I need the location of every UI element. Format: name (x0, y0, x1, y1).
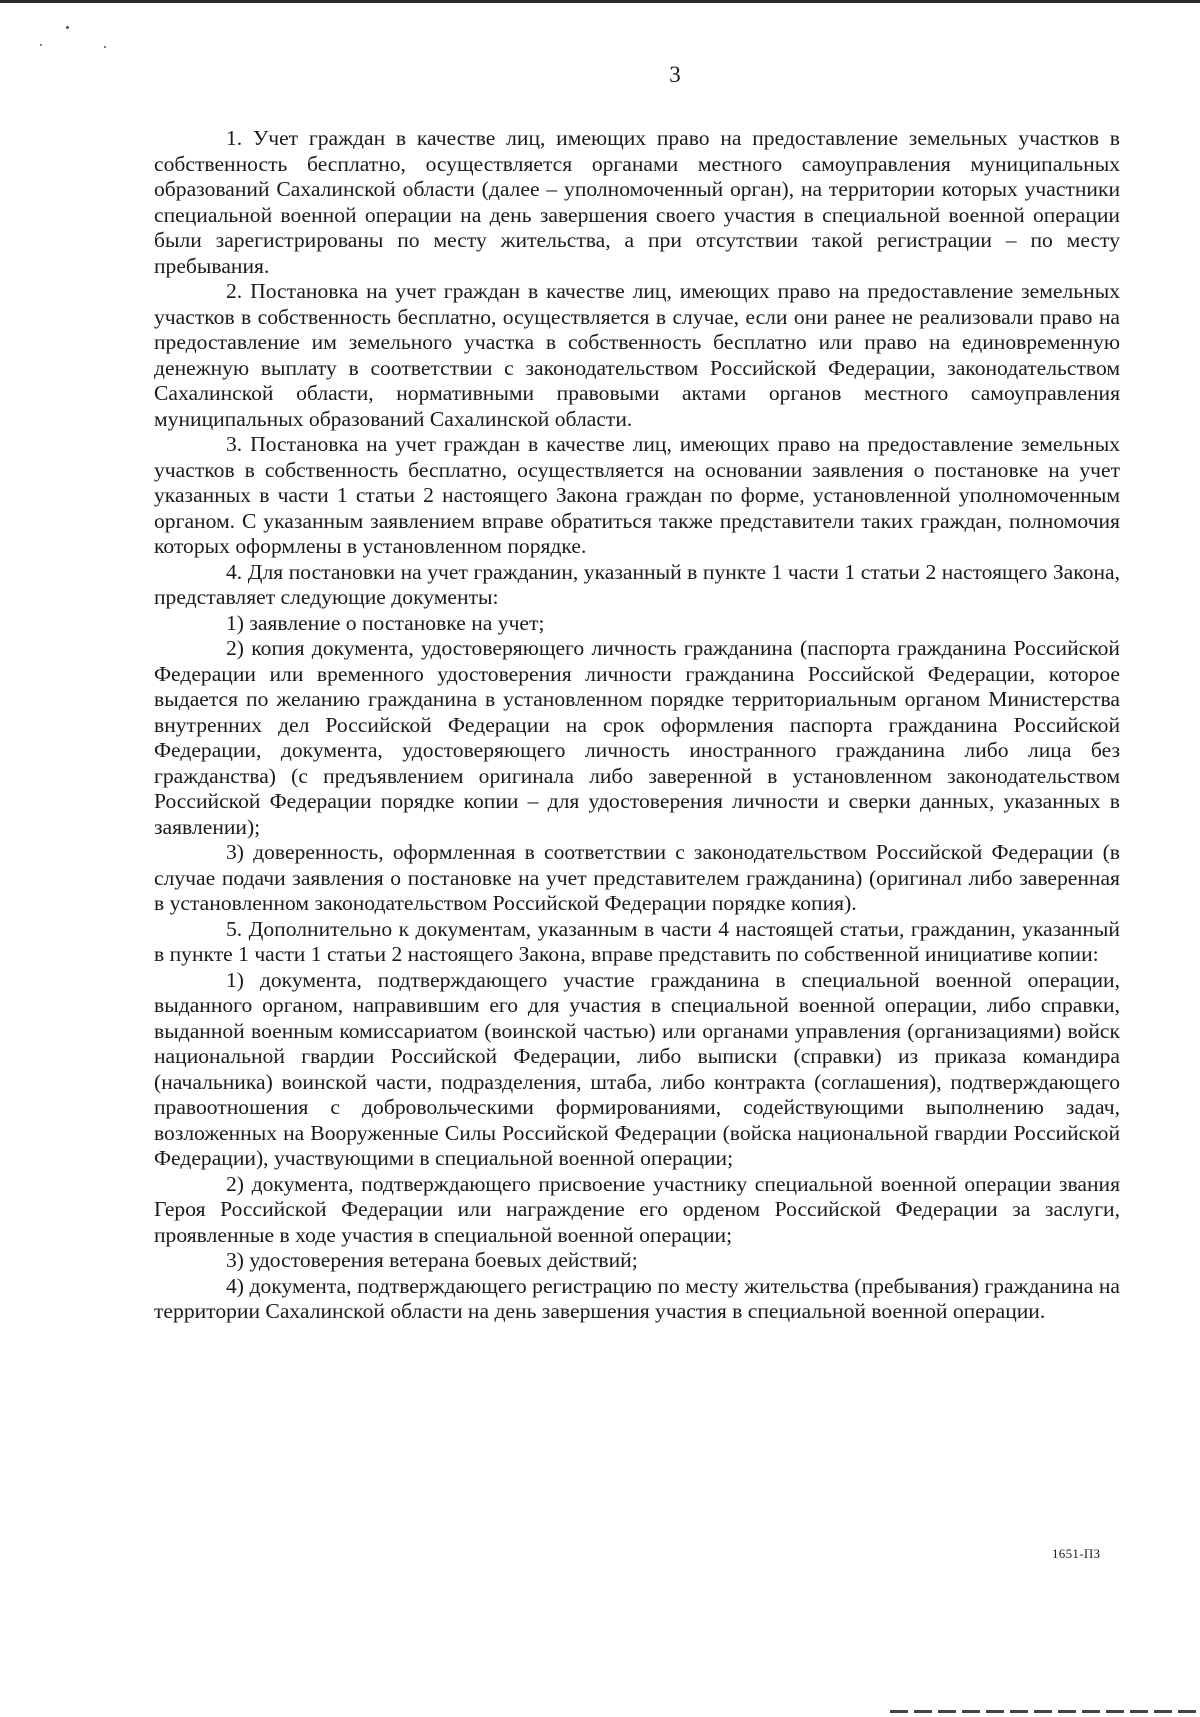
scan-bottom-edge (890, 1710, 1200, 1713)
scan-top-edge (0, 0, 1200, 3)
paragraph-2: 2. Постановка на учет граждан в качестве лиц, имеющих право на предоставление земельных участков в собственность бесплатно, осуществляется в случае, если они ранее не реализовали право на предоставление им земельного участка в собственность бесплатно или право на единовременную денежную выплату в соответствии с законодательством Российской Федерации, законодательством Сахалинской области, нормативными правовыми актами органов местного самоуправления муниципальных образований Сахалинской области. (154, 279, 1120, 431)
list-item-5-4: 4) документа, подтверждающего регистрацию по месту жительства (пребывания) гражданина на территории Сахалинской области на день завершения участия в специальной военной операции. (154, 1273, 1120, 1323)
scan-speck (40, 44, 42, 46)
document-code: 1651-ПЗ (1052, 1546, 1101, 1561)
list-item-5-2: 2) документа, подтверждающего присвоение участнику специальной военной операции звания Героя Российской Федерации или награждение его орденом Российской Федерации за заслуги, проявленные в ходе участия в специальной военной операции; (154, 1171, 1120, 1247)
list-item-4-3: 3) доверенность, оформленная в соответствии с законодательством Российской Федерации (в случае подачи заявления о постановке на учет представителем гражданина) (оригинал либо заверенная в установленном законодательством Российской Федерации порядке копия). (154, 840, 1120, 915)
scan-speck (66, 26, 69, 29)
document-body (154, 126, 1120, 1325)
list-item-4-2: 2) копия документа, удостоверяющего личность гражданина (паспорта гражданина Российской Федерации или временного удостоверения личности гражданина Российской Федерации, которое выдается по желанию гражданина в установленном порядке территориальным органом Министерства внутренних дел Российской Федерации на срок оформления паспорта гражданина Российской Федерации, документа, удостоверяющего личность иностранного гражданина либо лица без гражданства) (с предъявлением оригинала либо заверенной в установленном законодательством Российской Федерации порядке копии – для удостоверения личности и сверки данных, указанных в заявлении); (154, 636, 1120, 839)
scan-speck (104, 46, 106, 48)
paragraph-1: 1. Учет граждан в качестве лиц, имеющих право на предоставление земельных участков в собственность бесплатно, осуществляется органами местного самоуправления муниципальных образований Сахалинской области (далее – уполномоченный орган), на территории которых участники специальной военной операции на день завершения своего участия в специальной военной операции были зарегистрированы по месту жительства, а при отсутствии такой регистрации – по месту пребывания. (154, 126, 1120, 278)
paragraph-4: 4. Для постановки на учет гражданин, указанный в пункте 1 части 1 статьи 2 настоящего Закона, представляет следующие документы: (154, 559, 1120, 609)
list-item-5-1: 1) документа, подтверждающего участие гражданина в специальной военной операции, выданного органом, направившим его для участия в специальной военной операции, либо справки, выданной военным комиссариатом (воинской частью) или органами управления (организациями) войск национальной гвардии Российской Федерации, либо выписки (справки) из приказа командира (начальника) воинской части, подразделения, штаба, либо контракта (соглашения), подтверждающего правоотношения с добровольческими формированиями, содействующими выполнению задач, возложенных на Вооруженные Силы Российской Федерации (войска национальной гвардии Российской Федерации), участвующими в специальной военной операции; (154, 967, 1120, 1170)
paragraph-3: 3. Постановка на учет граждан в качестве лиц, имеющих право на предоставление земельных участков в собственность бесплатно, осуществляется на основании заявления о постановке на учет указанных в части 1 статьи 2 настоящего Закона граждан по форме, установленной уполномоченным органом. С указанным заявлением вправе обратиться также представители таких граждан, полномочия которых оформлены в установленном порядке. (154, 432, 1120, 558)
list-item-5-3: 3) удостоверения ветерана боевых действий; (226, 1248, 638, 1272)
list-item-4-1: 1) заявление о постановке на учет; (226, 610, 545, 635)
paragraph-5: 5. Дополнительно к документам, указанным в части 4 настоящей статьи, гражданин, указанный в пункте 1 части 1 статьи 2 настоящего Закона, вправе представить по собственной инициативе копии: (154, 916, 1120, 966)
page-number: 3 (669, 62, 681, 87)
